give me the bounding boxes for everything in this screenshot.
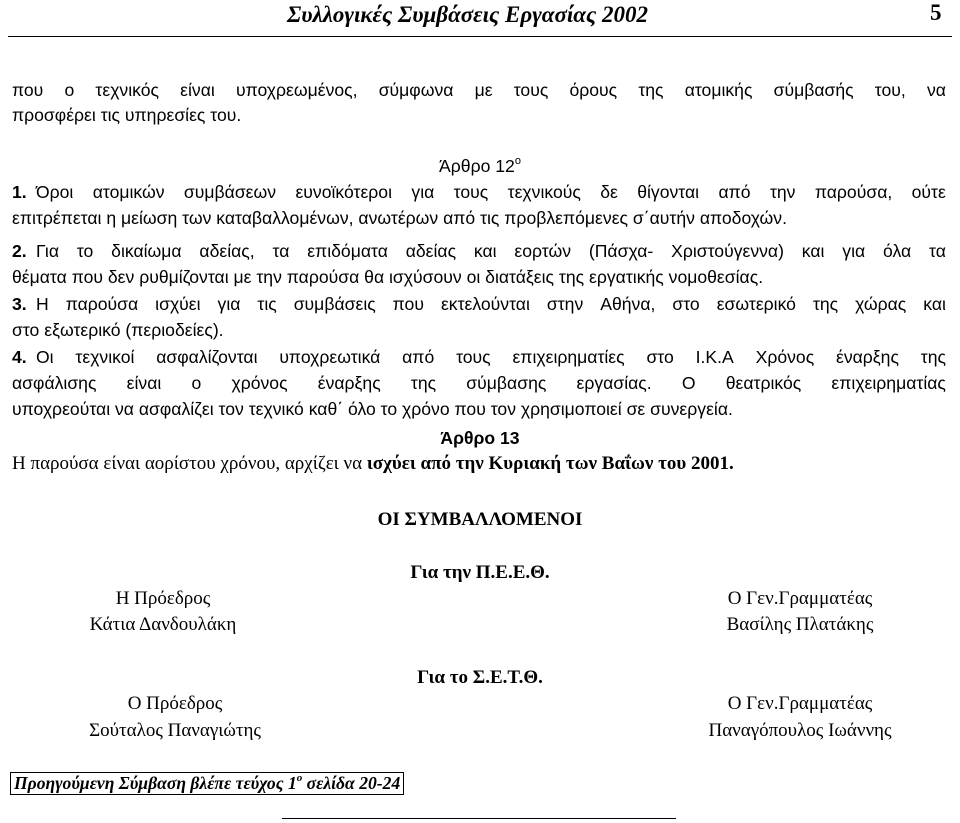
- word: ούτε: [911, 182, 946, 202]
- word: τα: [929, 241, 946, 261]
- word: με: [474, 80, 493, 100]
- word: παρούσα,: [814, 182, 893, 202]
- word: της: [812, 294, 839, 314]
- g1-right-name: Βασίλης Πλατάκης: [726, 614, 874, 635]
- word: τους: [456, 347, 491, 367]
- p1-line-1: [36, 182, 946, 203]
- word: συμβάσεις: [293, 294, 376, 314]
- p2-number: 2.: [12, 241, 27, 261]
- word: δικαίωμα: [111, 241, 182, 261]
- word: στην: [546, 294, 584, 314]
- word: όρους: [569, 80, 618, 100]
- word: Ο: [681, 373, 696, 393]
- word: ατομικής: [684, 80, 753, 100]
- p3-number: 3.: [12, 294, 27, 314]
- intro-line-1: [12, 80, 946, 101]
- g1-left-role: Η Πρόεδρος: [115, 588, 211, 609]
- word: επιδόματα: [307, 241, 388, 261]
- article-13-title: Άρθρο 13: [440, 428, 520, 448]
- word: Χριστούγεννα): [671, 241, 784, 261]
- word: από: [718, 182, 751, 202]
- running-header-title: Συλλογικές Συμβάσεις Εργασίας 2002: [286, 2, 649, 27]
- word: της: [638, 80, 664, 100]
- article-12-title: Άρθρο $12^o$: [439, 155, 521, 176]
- word: υποχρεωμένος,: [235, 80, 358, 100]
- word: τους: [453, 182, 489, 202]
- word: σύμβασής: [773, 80, 854, 100]
- word: χρόνος: [231, 373, 288, 393]
- word: εκτελούνται: [440, 294, 530, 314]
- p4-number: 4.: [12, 347, 27, 367]
- word: Η: [36, 294, 49, 314]
- word: ο: [64, 80, 75, 100]
- word: θεατρικός: [725, 373, 802, 393]
- word: που: [392, 294, 424, 314]
- word: ασφάλισης: [12, 373, 97, 393]
- word: για: [217, 294, 241, 314]
- word: είναι: [126, 373, 162, 393]
- word: το: [76, 241, 94, 261]
- word: για: [842, 241, 866, 261]
- word: παρούσα: [65, 294, 139, 314]
- header-divider: [8, 36, 952, 37]
- intro-line-2: προσφέρει τις υπηρεσίες του.: [12, 105, 242, 125]
- word: ισχύει: [155, 294, 201, 314]
- g1-right-role: Ο Γεν.Γραμματέας: [727, 588, 873, 609]
- word: σύμβασης: [466, 373, 547, 393]
- word: Χρόνος: [755, 347, 815, 367]
- word: (Πάσχα-: [588, 241, 654, 261]
- word: τις: [257, 294, 277, 314]
- word: έναρξης: [317, 373, 381, 393]
- word: εργασίας.: [576, 373, 652, 393]
- p3-line-1: [36, 294, 946, 315]
- footer-divider: [282, 818, 676, 819]
- word: θίγονται: [637, 182, 700, 202]
- word: την: [769, 182, 796, 202]
- p3-line-2: στο εξωτερικό (περιοδείες).: [12, 320, 224, 340]
- word: ευνοϊκότεροι: [295, 182, 393, 202]
- word: Όροι: [36, 182, 74, 202]
- word: είναι: [180, 80, 215, 100]
- p2-line-2: θέματα που δεν ρυθμίζονται με την παρούσα θα ισχύσουν οι διατάξεις της εργατικής νομοθεσίας.: [12, 267, 764, 287]
- word: της: [410, 373, 437, 393]
- word: αδείας,: [199, 241, 255, 261]
- p1-number: 1.: [12, 182, 27, 202]
- group-1-title: Για την Π.Ε.Ε.Θ.: [410, 562, 550, 583]
- p4-line-2: [12, 373, 946, 394]
- word: αδείας: [405, 241, 457, 261]
- word: που: [12, 80, 44, 100]
- page-number: 5: [930, 0, 942, 25]
- article-13-text: Η παρούσα είναι αορίστου χρόνου, αρχίζει να ισχύει από την Κυριακή των Βαΐων του 2001.: [12, 453, 734, 474]
- word: επιχειρηματίες: [512, 347, 625, 367]
- word: εσωτερικό: [716, 294, 796, 314]
- word: της: [920, 347, 946, 367]
- word: από: [402, 347, 435, 367]
- g2-left-name: Σούταλος Παναγιώτης: [89, 720, 261, 741]
- word: ασφαλίζονται: [156, 347, 258, 367]
- word: και: [923, 294, 946, 314]
- word: Οι: [36, 347, 54, 367]
- word: Αθήνα,: [600, 294, 656, 314]
- word: ο: [191, 373, 202, 393]
- p2-line-1: [36, 241, 946, 262]
- word: όλα: [883, 241, 912, 261]
- word: Ι.Κ.Α: [695, 347, 734, 367]
- word: του,: [874, 80, 906, 100]
- word: να: [926, 80, 946, 100]
- effective-date: ισχύει από την Κυριακή των Βαΐων του 2001.: [366, 453, 734, 474]
- p1-line-2: επιτρέπεται η μείωση των καταβαλλομένων, ανωτέρων από τις προβλεπόμενες σ΄αυτήν αποδοχών.: [12, 208, 787, 228]
- word: χώρας: [855, 294, 907, 314]
- word: συμβάσεων: [183, 182, 277, 202]
- g2-right-name: Παναγόπουλος Ιωάννης: [708, 720, 892, 741]
- p4-line-1: [36, 347, 946, 368]
- word: επιχειρηματίας: [831, 373, 946, 393]
- word: εορτών: [514, 241, 572, 261]
- previous-agreement-note: Προηγούμενη Σύμβαση βλέπε τεύχος $1^o$ σελίδα 20-24: [10, 772, 404, 795]
- p4-line-3: υποχρεούται να ασφαλίζει τον τεχνικό καθ΄ όλο το χρόνο που τον χρησιμοποιεί σε συνεργεία.: [12, 399, 733, 419]
- word: για: [411, 182, 435, 202]
- word: υποχρεωτικά: [279, 347, 381, 367]
- word: δε: [600, 182, 618, 202]
- g2-right-role: Ο Γεν.Γραμματέας: [727, 693, 873, 714]
- word: έναρξης: [835, 347, 899, 367]
- word: και: [801, 241, 825, 261]
- word: και: [473, 241, 497, 261]
- word: τους: [513, 80, 549, 100]
- word: στο: [646, 347, 674, 367]
- word: τεχνικούς: [507, 182, 581, 202]
- g1-left-name: Κάτια Δανδουλάκη: [89, 614, 237, 635]
- word: τεχνικός: [95, 80, 159, 100]
- word: στο: [672, 294, 700, 314]
- word: ατομικών: [92, 182, 165, 202]
- parties-heading: ΟΙ ΣΥΜΒΑΛΛΟΜΕΝΟΙ: [377, 509, 583, 530]
- group-2-title: Για το Σ.Ε.Τ.Θ.: [417, 667, 543, 688]
- word: Για: [36, 241, 60, 261]
- word: σύμφωνα: [378, 80, 454, 100]
- g2-left-role: Ο Πρόεδρος: [127, 693, 223, 714]
- word: τεχνικοί: [75, 347, 135, 367]
- word: τα: [272, 241, 290, 261]
